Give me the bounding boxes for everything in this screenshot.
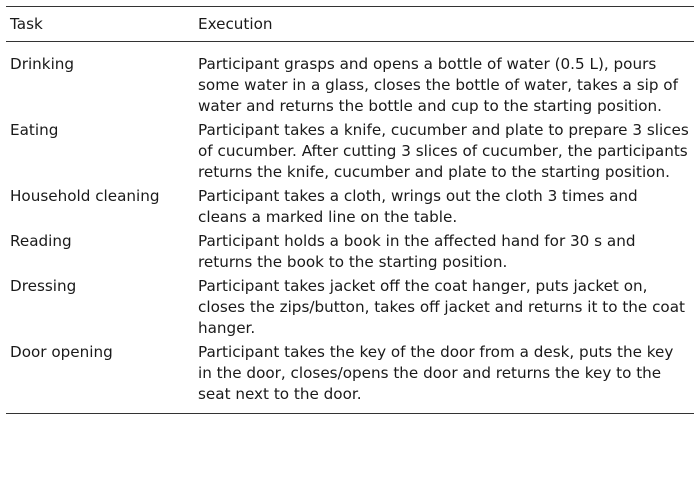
table-header — [6, 7, 694, 42]
execution-cell: Participant takes a knife, cucumber and plate to prepare 3 slices of cucumber. After cutting 3 slices of cucumber, the participants returns the knife, cucumber and plate to the starting position. — [198, 121, 689, 181]
table-body — [6, 42, 694, 414]
task-cell: Door opening — [10, 343, 113, 361]
table-row — [6, 342, 694, 414]
table-row — [6, 231, 694, 276]
table-row — [6, 120, 694, 186]
table-row — [6, 42, 694, 121]
task-cell: Household cleaning — [10, 187, 160, 205]
task-cell: Dressing — [10, 277, 77, 295]
task-table-container — [6, 6, 694, 414]
execution-cell: Participant takes the key of the door from a desk, puts the key in the door, closes/opens the door and returns the key to the seat next to the door. — [198, 343, 674, 403]
table-row — [6, 186, 694, 231]
execution-cell: Participant takes a cloth, wrings out the cloth 3 times and cleans a marked line on the table. — [198, 187, 638, 226]
column-header-task: Task — [10, 15, 43, 33]
task-cell: Eating — [10, 121, 59, 139]
task-cell: Drinking — [10, 55, 75, 73]
execution-cell: Participant grasps and opens a bottle of water (0.5 L), pours some water in a glass, closes the bottle of water, takes a sip of water and returns the bottle and cup to the starting position. — [198, 55, 678, 115]
column-header-execution: Execution — [198, 15, 273, 33]
table-row — [6, 276, 694, 342]
task-cell: Reading — [10, 232, 72, 250]
execution-cell: Participant holds a book in the affected hand for 30 s and returns the book to the starting position. — [198, 232, 636, 271]
header-row — [6, 7, 694, 42]
task-execution-table — [6, 6, 694, 414]
execution-cell: Participant takes jacket off the coat hanger, puts jacket on, closes the zips/button, takes off jacket and returns it to the coat hanger. — [198, 277, 685, 337]
